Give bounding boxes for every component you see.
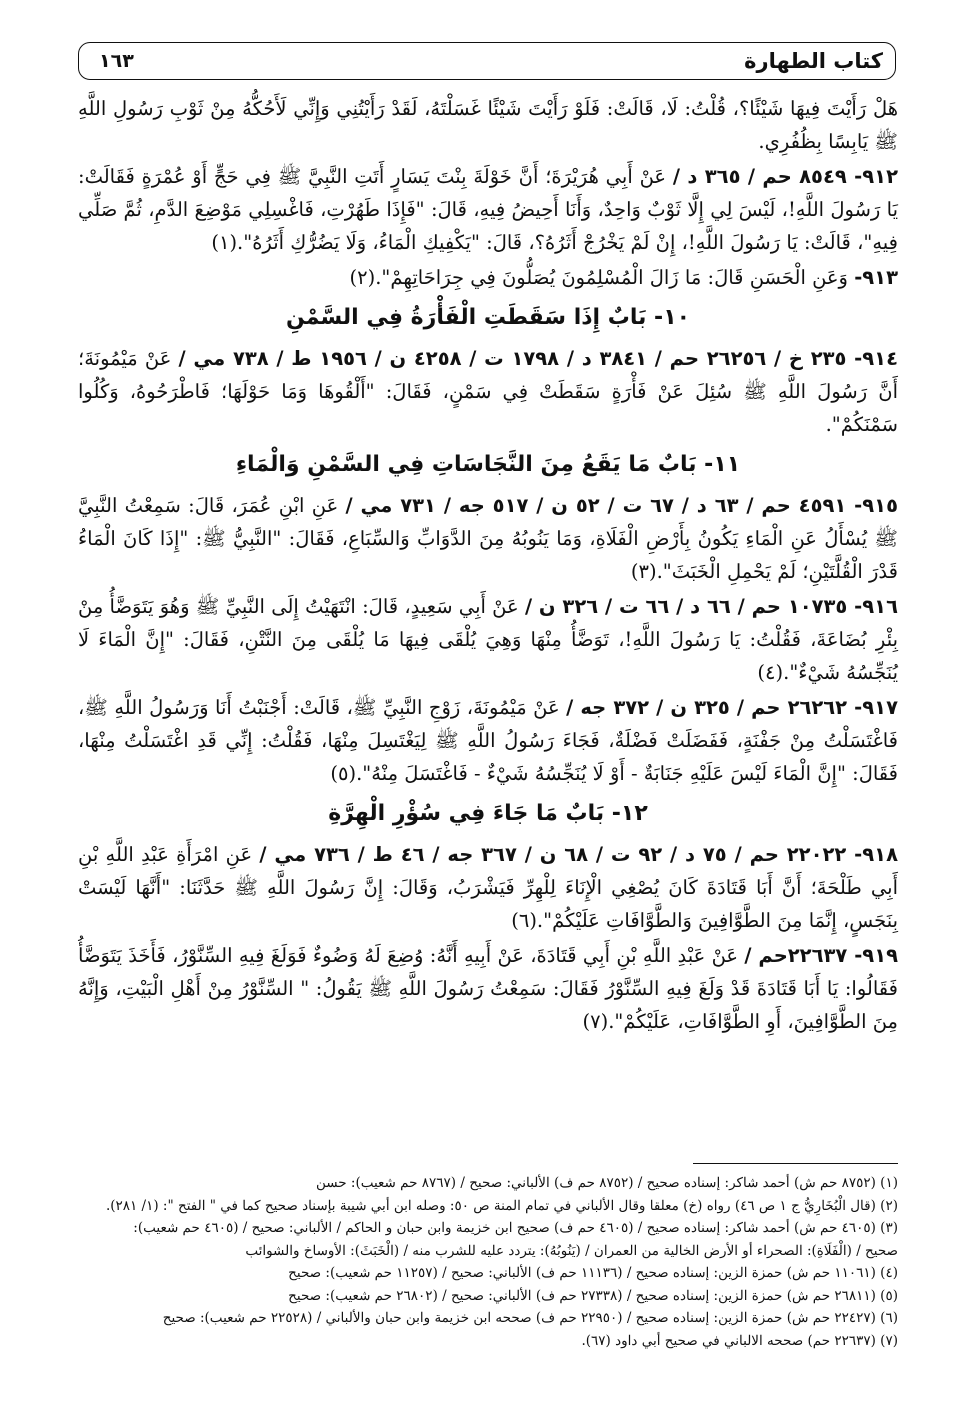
hadith-reference: ٩١٧- ٢٦٢٦٢ حم / ٣٢٥ ن / ٣٧٢ جه /	[566, 696, 898, 719]
footnote: (٢) (قال الْبُخَارِيُّ ج ١ ص ٤٦) رواه (خ) معلقا وقال الألباني في تمام المنة ص ٥٠: وصله ابن أبي شيبة بإسناد صحيح كما في " الفتح ": (١/ ٢٨١).	[105, 1197, 898, 1214]
chapter-heading-10: ١٠- بَابٌ إِذَا سَقَطَتِ الْفَأْرَةُ فِي السَّمْنِ	[285, 305, 691, 330]
footnote: صحيح / (الْفَلَاةِ): الصحراء أو الأرض الخالية من العمران / (يَنُوبُهُ): يتردد عليه للشرب منه / (الْخَبَثَ): الأوساخ والشوائب	[245, 1242, 898, 1259]
book-title: كتاب الطهارة	[744, 49, 883, 73]
hadith-reference: ٩١٣-	[854, 266, 898, 289]
hadith-text: هَلْ رَأَيْتَ فِيهَا شَيْئًا؟، قُلْتُ: لَا، قَالَتْ: فَلَوْ رَأَيْتَ شَيْئًا غَسَلْتَهُ، لَقَدْ رَأَيْتُنِي وَإِنِّي لَأَحُكُّهُ مِنْ ثَوْبِ رَسُولِ اللَّهِ ﷺ يَابِسًا بِظُفُرِي.	[78, 97, 898, 153]
footnote: (٣) (٤٦٠٥ حم ش) أحمد شاكر: إسناده صحيح / (٤٦٠٥ حم ف) صحيح ابن خزيمة وابن حبان و الحاكم / الألباني: صحيح / (٤٦٠٥ حم شعيب):	[133, 1220, 898, 1236]
running-header	[78, 42, 896, 80]
hadith-reference: ٩١٦- ١٠٧٣٥ حم / ٦٦ د / ٦٦ ت / ٣٢٦ ن /	[524, 595, 898, 618]
footnote-separator	[693, 1163, 898, 1164]
hadith-text: عَنْ أَبِي هُرَيْرَةَ؛ أَنَّ خَوْلَةَ بِنْتَ يَسَارٍ أَتَتِ النَّبِيَّ ﷺ فِي حَجٍّ أَوْ عُمْرَةٍ فَقَالَتْ: يَا رَسُولَ اللَّهِ!، لَيْسَ لِي إِلَّا ثَوْبٌ وَاحِدٌ، وَأَنَا أَحِيضُ فِيهِ، قَالَ: "فَإِذَا طَهُرْتِ، فَاغْسِلِي مَوْضِعَ الدَّمِ، ثُمَّ صَلِّي فِيهِ"، قَالَتْ: يَا رَسُولَ اللَّهِ!، إِنْ لَمْ يَخْرُجْ أَثَرُهُ؟، قَالَ: "يَكْفِيكِ الْمَاءُ، وَلَا يَضُرُّكِ أَثَرُهُ".(١)	[78, 165, 898, 254]
hadith-912	[78, 160, 898, 259]
chapter-heading-11: ١١- بَابٌ مَا يَقَعُ مِنَ النَّجَاسَاتِ فِي السَّمْنِ وَالْمَاءِ	[235, 452, 741, 477]
hadith-text: عَنْ مَيْمُونَةَ؛ أَنَّ رَسُولَ اللَّهِ ﷺ سُئِلَ عَنْ فَأْرَةٍ سَقَطَتْ فِي سَمْنٍ، فَقَالَ: "أَلْقُوهَا وَمَا حَوْلَهَا؛ فَاطْرَحُوهُ، وَكُلُوا سَمْنَكُمْ".	[78, 347, 898, 436]
hadith-915	[78, 489, 898, 588]
page-number: ١٦٣	[99, 50, 134, 72]
hadith-text: عَنْ أَبِي سَعِيدٍ، قَالَ: انْتَهَيْتُ إِلَى النَّبِيِّ ﷺ وَهُوَ يَتَوَضَّأُ مِنْ بِئْرِ بُضَاعَةَ، فَقُلْتُ: يَا رَسُولَ اللَّهِ!، تَوَضَّأُ مِنْهَا وَهِيَ يُلْقَى فِيهَا مَا يُلْقَى مِنَ النَّتْنِ، فَقَالَ: "إِنَّ الْمَاءَ لَا يُنَجِّسُهُ شَيْءٌ".(٤)	[78, 595, 898, 684]
hadith-914	[78, 342, 898, 441]
hadith-reference: ٩١٥- ٤٥٩١ حم / ٦٣ د / ٦٧ ت / ٥٢ ن / ٥١٧ جه / ٧٣١ مي /	[345, 494, 898, 517]
hadith-text: عَنْ عَبْدِ اللَّهِ بْنِ أَبِي قَتَادَةَ، عَنْ أَبِيهِ أَنَّهُ: وُضِعَ لَهُ وَضُوءٌ فَوَلَغَ فِيهِ السِّنَّوْرُ، فَأَخَذَ يَتَوَضَّأُ فَقَالُوا: يَا أَبَا قَتَادَةَ قَدْ وَلَغَ فِيهِ السِّنَّوْرُ فَقَالَ: سَمِعْتُ رَسُولَ اللَّهِ ﷺ يَقُولُ: " السِّنَّوْرُ مِنْ أَهْلِ الْبَيْتِ، وَإِنَّهُ مِنَ الطَّوَّافِينَ، أَوِ الطَّوَّافَاتِ، عَلَيْكُمْ".(٧)	[78, 944, 898, 1033]
footnote: (٥) (٢٦٨١١ حم ش) حمزة الزين: إسناده صحيح / (٢٧٣٣٨ حم ف) الألباني: صحيح / (٢٦٨٠٢ حم شعيب): صحيح	[288, 1287, 898, 1304]
footnote: (٧) (٢٢٦٣٧ حم) صححه الالباني في صحيح أبي داود (٦٧).	[581, 1332, 898, 1349]
footnote: (٤) (١١٠٦١ حم ش) حمزة الزين: إسناده صحيح / (١١١٣٦ حم ف) الألباني: صحيح / (١١٢٥٧ حم شعيب): صحيح	[288, 1265, 898, 1281]
hadith-text: عَنِ ابْنِ عُمَرَ، قَالَ: سَمِعْتُ النَّبِيَّ ﷺ يُسْأَلُ عَنِ الْمَاءِ يَكُونُ بِأَرْضِ الْفَلَاةِ، وَمَا يَنُوبُهُ مِنَ الدَّوَابِّ وَالسِّبَاعِ، فَقَالَ: "النَّبِيُّ ﷺ: "إِذَا كَانَ الْمَاءُ قَدْرَ الْقُلَّتَيْنِ؛ لَمْ يَحْمِلِ الْخَبَثَ".(٣)	[78, 494, 898, 583]
hadith-reference: ٩١٢- ٨٥٤٩ حم / ٣٦٥ د /	[672, 165, 898, 188]
footnote: (٦) (٢٢٤٢٧ حم ش) حمزة الزين: إسناده صحيح / (٢٢٩٥٠ حم ف) صححه ابن خزيمة وابن حبان والألباني / (٢٢٥٢٨ حم شعيب): صحيح	[162, 1310, 898, 1326]
hadith-917	[78, 691, 898, 790]
hadith-text: وَعَنِ الْحَسَنِ قَالَ: مَا زَالَ الْمُسْلِمُونَ يُصَلُّونَ فِي جِرَاحَاتِهِمْ".(٢)	[349, 266, 848, 289]
hadith-reference: ٩١٩- ٢٢٦٣٧حم /	[744, 944, 899, 967]
hadith-916	[78, 590, 898, 689]
hadith-reference: ٩١٤- ٢٣٥ خ / ٢٦٢٥٦ حم / ٣٨٤١ د / ١٧٩٨ ت / ٤٢٥٨ ن / ١٩٥٦ ط / ٧٣٨ مي /	[178, 347, 898, 370]
hadith-continuation	[78, 92, 898, 158]
book-page	[78, 0, 898, 1418]
hadith-913	[78, 261, 898, 294]
main-text	[78, 92, 898, 1040]
hadith-text: عَنِ امْرَأَةِ عَبْدِ اللَّهِ بْنِ أَبِي طَلْحَةَ؛ أَنَّ أَبَا قَتَادَةَ كَانَ يُصْغِي الْإِنَاءَ لِلْهِرِّ فَيَشْرَبُ، وَقَالَ: إِنَّ رَسُولَ اللَّهِ ﷺ حَدَّثَنَا: "أَنَّهَا لَيْسَتْ بِنَجَسٍ، إِنَّمَا مِنَ الطَّوَّافِينَ وَالطَّوَّافَاتِ عَلَيْكُمْ".(٦)	[78, 843, 898, 932]
hadith-919	[78, 939, 898, 1038]
chapter-heading-12: ١٢- بَابٌ مَا جَاءَ فِي سُؤْرِ الْهِرَّةِ	[328, 801, 648, 826]
hadith-918	[78, 838, 898, 937]
footnotes	[78, 1172, 898, 1352]
hadith-text: عَنْ مَيْمُونَةَ، زَوْجِ النَّبِيِّ ﷺ، قَالَتْ: أَجْنَبْتُ أَنَا وَرَسُولُ اللَّهِ ﷺ، فَاغْتَسَلْتُ مِنْ جَفْنَةٍ، فَفَضَلَتْ فَضْلَةٌ، فَجَاءَ رَسُولُ اللَّهِ ﷺ لِيَغْتَسِلَ مِنْهَا، فَقُلْتُ: إِنِّي قَدِ اغْتَسَلْتُ مِنْهَا، فَقَالَ: "إِنَّ الْمَاءَ لَيْسَ عَلَيْهِ جَنَابَةٌ - أَوْ لَا يُنَجِّسُهُ شَيْءٌ - فَاغْتَسَلَ مِنْهُ".(٥)	[78, 696, 898, 785]
footnote: (١) (٨٧٥٢ حم ش) أحمد شاكر: إسناده صحيح / (٨٧٥٢ حم ف) الألباني: صحيح / (٨٧٦٧ حم شعيب): حسن	[315, 1175, 898, 1191]
hadith-reference: ٩١٨- ٢٢٠٢٢ حم / ٧٥ د / ٩٢ ت / ٦٨ ن / ٣٦٧ جه / ٤٦ ط / ٧٣٦ مي /	[259, 843, 898, 866]
